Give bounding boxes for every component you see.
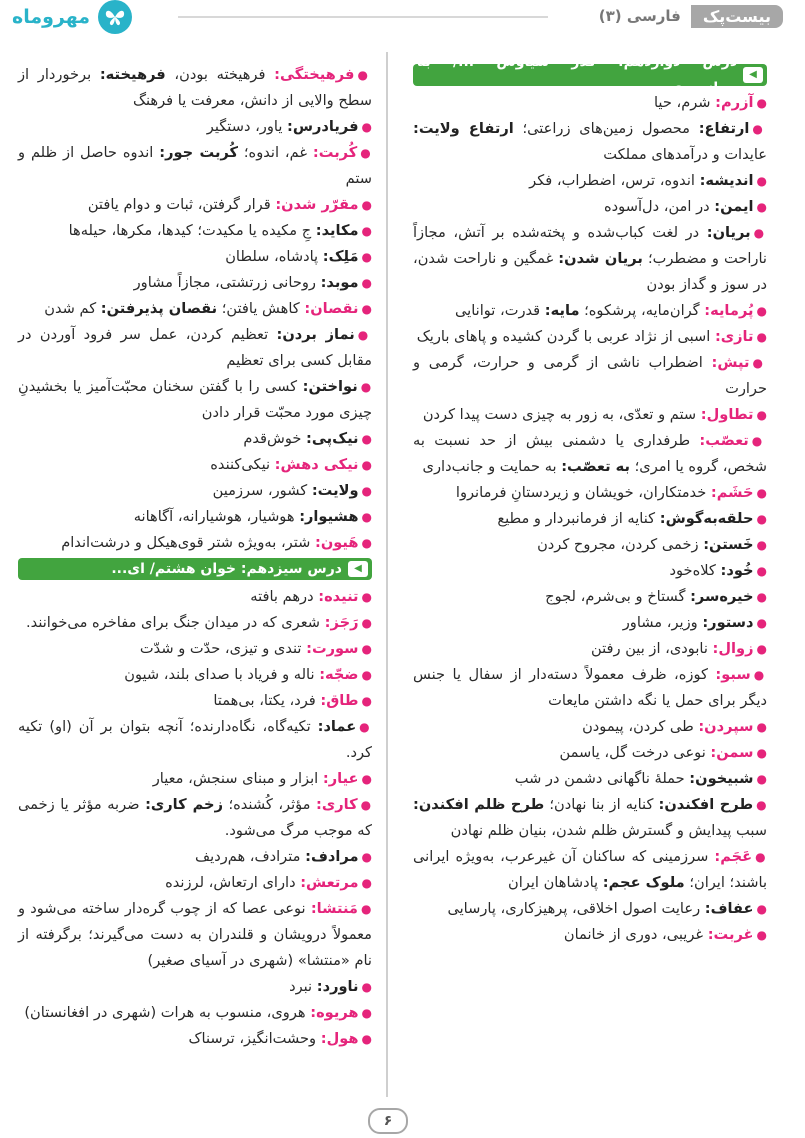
- glossary-subdefinition: عایدات و درآمدهای مملکت: [603, 146, 767, 163]
- glossary-term: مکاید:: [315, 222, 359, 239]
- glossary-entry: [18, 244, 372, 270]
- glossary-entry: [413, 610, 767, 636]
- glossary-term: فرهیختگی:: [274, 66, 355, 83]
- glossary-definition: گران‌مایه، پرشکوه؛: [579, 302, 705, 319]
- glossary-definition: دارای ارتعاش، لرزنده: [165, 874, 301, 891]
- glossary-term: نیکی دهش:: [274, 456, 359, 473]
- bullet-icon: ●: [361, 510, 372, 524]
- glossary-term: طاق:: [320, 692, 359, 709]
- glossary-definition: نوعی عصا که از چوب گره‌دار ساخته می‌شود و معمولاً درویشان و قلندران به دست می‌گیرند؛ برگرفته از نام «منتشا» (شهری در آسیای صغیر): [18, 900, 372, 969]
- glossary-entry: [18, 714, 372, 766]
- glossary-subdefinition: غمگین و ناراحت شدن، در سوز و گداز بودن: [413, 250, 767, 293]
- glossary-term: فریادرس:: [287, 118, 359, 135]
- bullet-icon: ●: [359, 720, 372, 734]
- glossary-term: ایمن:: [714, 198, 754, 215]
- glossary-subdefinition: برخوردار از سطح والایی از دانش، معرفت یا فرهنگ: [18, 66, 372, 109]
- glossary-definition: غم، اندوه؛: [238, 144, 313, 161]
- glossary-definition: کشور، سرزمین: [212, 482, 312, 499]
- glossary-term: عماد:: [317, 718, 357, 735]
- glossary-definition: شرم، حیا: [653, 94, 716, 111]
- glossary-term: حَشَم:: [710, 484, 754, 501]
- glossary-definition: مؤثر، کُشنده؛: [222, 796, 317, 813]
- glossary-definition: زخمی کردن، مجروح کردن: [537, 536, 704, 553]
- glossary-term: ارتفاع:: [698, 120, 750, 137]
- glossary-term: تعصّب:: [699, 432, 749, 449]
- glossary-subdefinition: کم شدن: [44, 300, 101, 317]
- glossary-term: سورت:: [306, 640, 359, 657]
- bullet-icon: ●: [361, 616, 372, 630]
- glossary-subterm: ملوک عجم:: [602, 874, 685, 891]
- glossary-term: مَلِک:: [322, 248, 359, 265]
- glossary-entry: [18, 478, 372, 504]
- glossary-entry: [18, 504, 372, 530]
- bullet-icon: ●: [751, 434, 767, 448]
- bullet-icon: ●: [752, 356, 767, 370]
- glossary-definition: طرفداری یا دشمنی بیش از حد نسبت به شخص، گروه یا امری؛: [413, 432, 767, 475]
- glossary-subterm: مایه:: [544, 302, 580, 319]
- glossary-entry: [413, 766, 767, 792]
- glossary-entry: [413, 922, 767, 948]
- glossary-term: تطاول:: [700, 406, 754, 423]
- bullet-icon: ●: [752, 122, 767, 136]
- glossary-subterm: طرح ظلم افکندن:: [413, 796, 545, 813]
- page-number: ۶: [368, 1108, 408, 1134]
- glossary-entry: [413, 298, 767, 324]
- bullet-icon: ●: [756, 720, 767, 734]
- bullet-icon: ●: [357, 328, 372, 342]
- bullet-icon: ●: [756, 538, 767, 552]
- bullet-icon: ●: [756, 746, 767, 760]
- glossary-definition: گستاخ و بی‌شرم، لجوج: [545, 588, 691, 605]
- glossary-term: ولایت:: [311, 482, 359, 499]
- bullet-icon: ●: [756, 174, 767, 188]
- glossary-entry: [18, 766, 372, 792]
- bullet-icon: ●: [361, 484, 372, 498]
- glossary-definition: خدمتکاران، خویشان و زیردستانِ فرمانروا: [455, 484, 711, 501]
- glossary-term: خیره‌سر:: [690, 588, 754, 605]
- glossary-term: مقرّر شدن:: [275, 196, 359, 213]
- glossary-definition: فرهیخته بودن،: [165, 66, 275, 83]
- header-rule: [178, 16, 548, 18]
- glossary-entry: [18, 452, 372, 478]
- glossary-term: رَجَز:: [324, 614, 359, 631]
- glossary-term: حلقه‌به‌گوش:: [659, 510, 754, 527]
- glossary-term: عفاف:: [704, 900, 754, 917]
- glossary-entry: [413, 558, 767, 584]
- glossary-definition: رعایت اصول اخلاقی، پرهیزکاری، پارسایی: [447, 900, 705, 917]
- glossary-entry: [18, 218, 372, 244]
- glossary-entry: [18, 270, 372, 296]
- glossary-definition: سرزمینی که ساکنان آن غیرعرب، به‌ویژه ایرانی باشند؛ ایران؛: [413, 848, 767, 891]
- lesson-title: درس سیزدهم: خوان هشتم/ ای...: [111, 561, 342, 577]
- glossary-term: ضجّه:: [319, 666, 359, 683]
- brand-logo: [12, 0, 132, 34]
- glossary-entry: [18, 974, 372, 1000]
- glossary-definition: نیکی‌کننده: [210, 456, 275, 473]
- bullet-icon: ●: [756, 408, 767, 422]
- glossary-definition: شتر، به‌ویژه شتر قوی‌هیکل و درشت‌اندام: [61, 534, 315, 551]
- bullet-icon: ●: [756, 96, 767, 110]
- glossary-definition: هوشیار، هوشیارانه، آگاهانه: [133, 508, 300, 525]
- glossary-entry: [18, 426, 372, 452]
- glossary-definition: غریبی، دوری از خانمان: [563, 926, 708, 943]
- glossary-subterm: کُربت جور:: [159, 144, 238, 161]
- glossary-entry: [18, 1026, 372, 1052]
- glossary-entry: [18, 322, 372, 374]
- glossary-definition: اسبی از نژاد عربی با گردن کشیده و پاهای باریک: [416, 328, 715, 345]
- bullet-icon: ●: [361, 302, 372, 316]
- glossary-entry: [18, 140, 372, 192]
- glossary-subterm: زخم کاری:: [145, 796, 223, 813]
- bullet-icon: ●: [361, 536, 372, 550]
- glossary-entry: [18, 374, 372, 426]
- play-icon: ◀: [348, 561, 368, 577]
- glossary-term: هشیوار:: [299, 508, 359, 525]
- bullet-icon: ●: [361, 1006, 372, 1020]
- glossary-list: [413, 90, 767, 948]
- bullet-icon: ●: [361, 772, 372, 786]
- glossary-term: عیار:: [322, 770, 359, 787]
- glossary-entry: [18, 610, 372, 636]
- glossary-term: تپش:: [711, 354, 750, 371]
- glossary-definition: ابزار و مبنای سنجش، معیار: [152, 770, 323, 787]
- glossary-term: دستور:: [702, 614, 754, 631]
- bullet-icon: ●: [361, 250, 372, 264]
- glossary-definition: اندوه، ترس، اضطراب، فکر: [529, 172, 700, 189]
- glossary-term: تنیده:: [318, 588, 359, 605]
- glossary-term: اندیشه:: [699, 172, 754, 189]
- glossary-subdefinition: پادشاهان ایران: [508, 874, 603, 891]
- bullet-icon: ●: [361, 198, 372, 212]
- glossary-definition: کسی را با گفتن سخنان محبّت‌آمیز یا بخشیدنِ چیزی مورد محبّت قرار دادن: [18, 378, 372, 421]
- glossary-entry: [18, 62, 372, 114]
- bullet-icon: ●: [361, 590, 372, 604]
- glossary-entry: [18, 870, 372, 896]
- bullet-icon: ●: [756, 902, 767, 916]
- glossary-term: تازی:: [714, 328, 754, 345]
- bullet-icon: ●: [357, 68, 372, 82]
- bullet-icon: ●: [756, 304, 767, 318]
- glossary-term: سبو:: [715, 666, 751, 683]
- lesson-heading: [413, 54, 767, 96]
- glossary-subdefinition: قدرت، توانایی: [454, 302, 545, 319]
- bullet-icon: ●: [756, 590, 767, 604]
- glossary-entry: [413, 532, 767, 558]
- bullet-icon: ●: [361, 668, 372, 682]
- glossary-entry: [413, 480, 767, 506]
- glossary-definition: یاور، دستگیر: [206, 118, 288, 135]
- glossary-definition: ناله و فریاد با صدای بلند، شیون: [124, 666, 320, 683]
- glossary-definition: ستم و تعدّی، به زور به چیزی دست پیدا کردن: [422, 406, 701, 423]
- bullet-icon: ●: [360, 380, 372, 394]
- glossary-definition: جِ مکیده یا مکیدت؛ کیدها، مکرها، حیله‌ها: [68, 222, 316, 239]
- glossary-subdefinition: سبب پیدایش و گسترش ظلم شدن، بنیان ظلم نهادن: [450, 822, 767, 839]
- glossary-entry: [18, 636, 372, 662]
- glossary-entry: [413, 740, 767, 766]
- bullet-icon: ●: [756, 330, 767, 344]
- glossary-term: نقصان:: [304, 300, 359, 317]
- glossary-definition: کنایه از بنا نهادن؛: [544, 796, 659, 813]
- bullet-icon: ●: [756, 564, 767, 578]
- glossary-definition: محصول زمین‌های زراعتی؛: [513, 120, 699, 137]
- bullet-icon: ●: [756, 616, 767, 630]
- bullet-icon: ●: [756, 772, 767, 786]
- glossary-term: مرتعش:: [300, 874, 359, 891]
- glossary-definition: نبرد: [289, 978, 317, 995]
- glossary-term: بریان:: [706, 224, 751, 241]
- glossary-term: عَجَم:: [714, 848, 753, 865]
- bullet-icon: ●: [361, 850, 372, 864]
- glossary-term: نماز بردن:: [276, 326, 355, 343]
- bullet-icon: ●: [361, 1032, 372, 1046]
- glossary-subterm: فرهیخته:: [99, 66, 166, 83]
- butterfly-icon: [98, 0, 132, 34]
- glossary-entry: [413, 194, 767, 220]
- glossary-list: [18, 62, 372, 556]
- glossary-entry: [413, 428, 767, 480]
- glossary-entry: [413, 506, 767, 532]
- glossary-entry: [18, 662, 372, 688]
- lesson-title: درس دوازدهم: گذر سیاوش .../ به جوانمردی...: [417, 54, 738, 96]
- glossary-entry: [413, 584, 767, 610]
- glossary-subterm: ارتفاع ولایت:: [413, 120, 514, 137]
- bullet-icon: ●: [360, 902, 372, 916]
- glossary-term: شبیخون:: [689, 770, 754, 787]
- book-title: فارسی (۳): [598, 7, 681, 25]
- glossary-entry: [18, 896, 372, 974]
- bullet-icon: ●: [756, 486, 767, 500]
- glossary-term: هَیون:: [314, 534, 359, 551]
- glossary-subdefinition: به حمایت و جانب‌داری: [422, 458, 562, 475]
- bullet-icon: ●: [755, 850, 767, 864]
- glossary-subdefinition: ضربه مؤثر یا زخمی که موجب مرگ می‌شود.: [18, 796, 372, 839]
- play-icon: ◀: [743, 67, 763, 83]
- glossary-entry: [413, 662, 767, 714]
- bullet-icon: ●: [756, 200, 767, 214]
- glossary-entry: [18, 192, 372, 218]
- bullet-icon: ●: [360, 146, 372, 160]
- glossary-entry: [413, 844, 767, 896]
- glossary-term: هول:: [320, 1030, 359, 1047]
- glossary-entry: [413, 792, 767, 844]
- glossary-term: کاری:: [316, 796, 358, 813]
- glossary-definition: تندی و تیزی، حدّت و شدّت: [139, 640, 307, 657]
- bullet-icon: ●: [361, 694, 372, 708]
- page-header: [0, 0, 805, 48]
- bullet-icon: ●: [361, 642, 372, 656]
- glossary-term: کُربت:: [312, 144, 358, 161]
- glossary-entry: [413, 714, 767, 740]
- glossary-term: نواختن:: [302, 378, 358, 395]
- bullet-icon: ●: [361, 980, 372, 994]
- glossary-definition: نابودی، از بین رفتن: [591, 640, 713, 657]
- glossary-entry: [413, 116, 767, 168]
- glossary-entry: [18, 584, 372, 610]
- brand-name: مهروماه: [12, 6, 91, 28]
- glossary-definition: کلاه‌خود: [669, 562, 721, 579]
- glossary-definition: در لغت کباب‌شده و پخته‌شده بر آتش، مجازاً ناراحت و مضطرب؛: [413, 224, 767, 267]
- glossary-entry: [18, 1000, 372, 1026]
- glossary-entry: [18, 792, 372, 844]
- glossary-entry: [413, 168, 767, 194]
- glossary-term: سمن:: [710, 744, 754, 761]
- glossary-definition: تعظیم کردن، عمل سر فرود آوردن در مقابل کسی برای تعظیم: [18, 326, 372, 369]
- right-column: [413, 54, 767, 948]
- glossary-term: خُود:: [720, 562, 754, 579]
- glossary-definition: در امن، دل‌آسوده: [604, 198, 715, 215]
- glossary-entry: [413, 220, 767, 298]
- bullet-icon: ●: [361, 876, 372, 890]
- glossary-definition: کوزه، ظرف معمولاً دسته‌دار از سفال یا جنس دیگر برای حمل یا نگه داشتن مایعات: [413, 666, 767, 709]
- glossary-entry: [18, 530, 372, 556]
- bullet-icon: ●: [361, 224, 372, 238]
- bullet-icon: ●: [756, 642, 767, 656]
- book-title-group: [599, 2, 783, 30]
- glossary-term: موبد:: [320, 274, 359, 291]
- glossary-definition: وحشت‌انگیز، ترسناک: [188, 1030, 321, 1047]
- bullet-icon: ●: [360, 798, 372, 812]
- glossary-term: پُرمایه:: [704, 302, 754, 319]
- glossary-entry: [18, 844, 372, 870]
- bullet-icon: ●: [753, 668, 767, 682]
- glossary-entry: [18, 296, 372, 322]
- lesson-heading: [18, 558, 372, 580]
- glossary-definition: طی کردن، پیمودن: [582, 718, 699, 735]
- bullet-icon: ●: [361, 458, 372, 472]
- glossary-definition: کاهش یافتن؛: [217, 300, 305, 317]
- glossary-term: ناورد:: [316, 978, 359, 995]
- glossary-entry: [413, 324, 767, 350]
- glossary-definition: روحانی زرتشتی، مجازاً مشاور: [133, 274, 321, 291]
- glossary-term: خَستن:: [703, 536, 754, 553]
- bullet-icon: ●: [361, 276, 372, 290]
- glossary-definition: حملهٔ ناگهانی دشمن در شب: [514, 770, 690, 787]
- glossary-term: هریوه:: [310, 1004, 359, 1021]
- glossary-term: سپردن:: [698, 718, 754, 735]
- bullet-icon: ●: [756, 928, 767, 942]
- glossary-term: نیک‌پی:: [306, 430, 359, 447]
- glossary-definition: مترادف، هم‌ردیف: [195, 848, 306, 865]
- bullet-icon: ●: [756, 798, 767, 812]
- glossary-entry: [413, 636, 767, 662]
- glossary-definition: هروی، منسوب به هرات (شهری در افغانستان): [24, 1004, 311, 1021]
- glossary-definition: شعری که در میدان جنگ برای مفاخره می‌خوانند.: [26, 614, 325, 631]
- glossary-list: [18, 584, 372, 1052]
- glossary-term: طرح افکندن:: [658, 796, 754, 813]
- glossary-subterm: نقصان پذیرفتن:: [100, 300, 218, 317]
- glossary-subterm: بریان شدن:: [558, 250, 643, 267]
- glossary-subdefinition: اندوه حاصل از ظلم و ستم: [18, 144, 372, 187]
- bullet-icon: ●: [361, 120, 372, 134]
- glossary-entry: [18, 688, 372, 714]
- glossary-definition: کنایه از فرمانبردار و مطیع: [497, 510, 660, 527]
- bullet-icon: ●: [753, 226, 767, 240]
- glossary-subterm: به تعصّب:: [561, 458, 631, 475]
- bullet-icon: ●: [361, 432, 372, 446]
- glossary-entry: [18, 114, 372, 140]
- glossary-definition: اضطراب ناشی از گرمی و حرارت، گرمی و حرارت: [413, 354, 767, 397]
- glossary-definition: فرد، یکتا، بی‌همتا: [213, 692, 321, 709]
- glossary-term: زوال:: [712, 640, 754, 657]
- glossary-entry: [413, 350, 767, 402]
- column-divider: [386, 52, 388, 1097]
- glossary-entry: [413, 402, 767, 428]
- glossary-term: آزرم:: [715, 94, 754, 111]
- glossary-definition: وزیر، مشاور: [622, 614, 703, 631]
- glossary-definition: پادشاه، سلطان: [225, 248, 323, 265]
- glossary-definition: درهم بافته: [250, 588, 319, 605]
- glossary-definition: تکیه‌گاه، نگاه‌دارنده؛ آنچه بتوان بر آن (او) تکیه کرد.: [18, 718, 372, 761]
- book-tag: بیست‌پک: [691, 5, 783, 28]
- glossary-term: غربت:: [707, 926, 754, 943]
- bullet-icon: ●: [756, 512, 767, 526]
- glossary-definition: خوش‌قدم: [243, 430, 307, 447]
- glossary-term: مرادف:: [305, 848, 359, 865]
- glossary-definition: نوعی درخت گل، یاسمن: [559, 744, 711, 761]
- glossary-entry: [413, 896, 767, 922]
- left-column: [18, 62, 372, 1052]
- glossary-term: مَنتشا:: [310, 900, 358, 917]
- glossary-definition: قرار گرفتن، ثبات و دوام یافتن: [87, 196, 276, 213]
